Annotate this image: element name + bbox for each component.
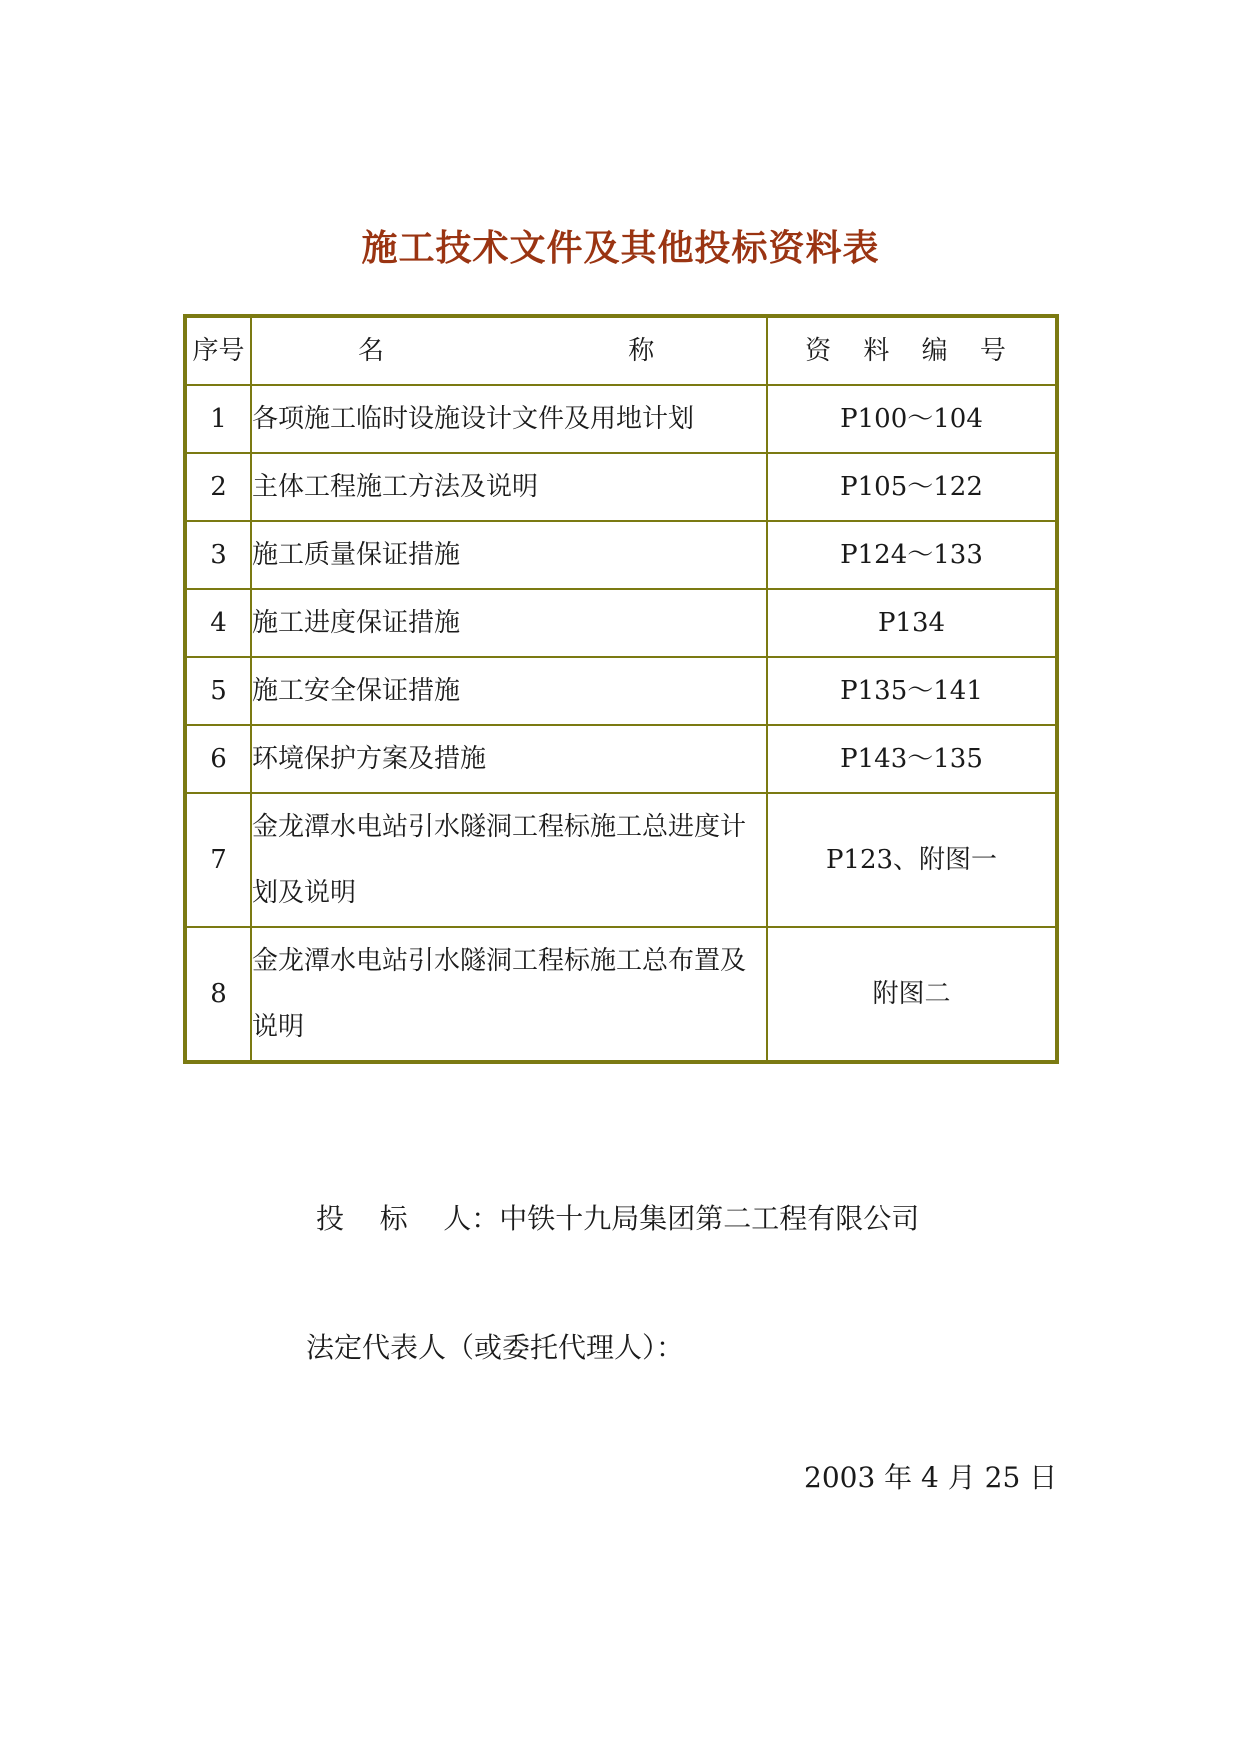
row-name: 施工进度保证措施 — [251, 589, 767, 657]
table-row — [185, 793, 1057, 927]
row-name: 各项施工临时设施设计文件及用地计划 — [251, 385, 767, 453]
row-name: 主体工程施工方法及说明 — [251, 453, 767, 521]
row-name: 施工安全保证措施 — [251, 657, 767, 725]
header-ref: 资 料 编 号 — [767, 316, 1057, 385]
row-ref: P134 — [767, 589, 1057, 657]
table-row — [185, 927, 1057, 1062]
row-name: 金龙潭水电站引水隧洞工程标施工总进度计划及说明 — [251, 793, 767, 927]
header-seq: 序号 — [185, 316, 251, 385]
row-seq: 1 — [185, 385, 251, 453]
header-name-part2: 称 — [628, 336, 655, 366]
header-name — [251, 316, 767, 385]
row-name: 环境保护方案及措施 — [251, 725, 767, 793]
table-row — [185, 385, 1057, 453]
table-row — [185, 657, 1057, 725]
row-name: 金龙潭水电站引水隧洞工程标施工总布置及说明 — [251, 927, 767, 1062]
row-ref: P124～133 — [767, 521, 1057, 589]
signing-date: 2003 年 4 月 25 日 — [804, 1461, 1058, 1494]
row-ref: P135～141 — [767, 657, 1057, 725]
bidder-label: 投 标 人： — [316, 1202, 500, 1235]
row-seq: 3 — [185, 521, 251, 589]
table-row — [185, 725, 1057, 793]
bidder-value: 中铁十九局集团第二工程有限公司 — [499, 1202, 920, 1235]
row-ref: P100～104 — [767, 385, 1057, 453]
row-ref: P105～122 — [767, 453, 1057, 521]
table-header-row — [185, 316, 1057, 385]
row-seq: 4 — [185, 589, 251, 657]
bidder-line — [316, 1199, 919, 1239]
row-ref: 附图二 — [767, 927, 1057, 1062]
row-ref: P143～135 — [767, 725, 1057, 793]
table-row — [185, 589, 1057, 657]
table-row — [185, 453, 1057, 521]
row-seq: 7 — [185, 793, 251, 927]
document-title: 施工技术文件及其他投标资料表 — [361, 227, 880, 269]
materials-table — [183, 314, 1059, 1064]
header-name-part1: 名 — [358, 336, 385, 366]
row-ref: P123、附图一 — [767, 793, 1057, 927]
row-seq: 5 — [185, 657, 251, 725]
row-seq: 2 — [185, 453, 251, 521]
row-name: 施工质量保证措施 — [251, 521, 767, 589]
representative-line: 法定代表人（或委托代理人）： — [306, 1331, 685, 1364]
row-seq: 6 — [185, 725, 251, 793]
table-row — [185, 521, 1057, 589]
row-seq: 8 — [185, 927, 251, 1062]
